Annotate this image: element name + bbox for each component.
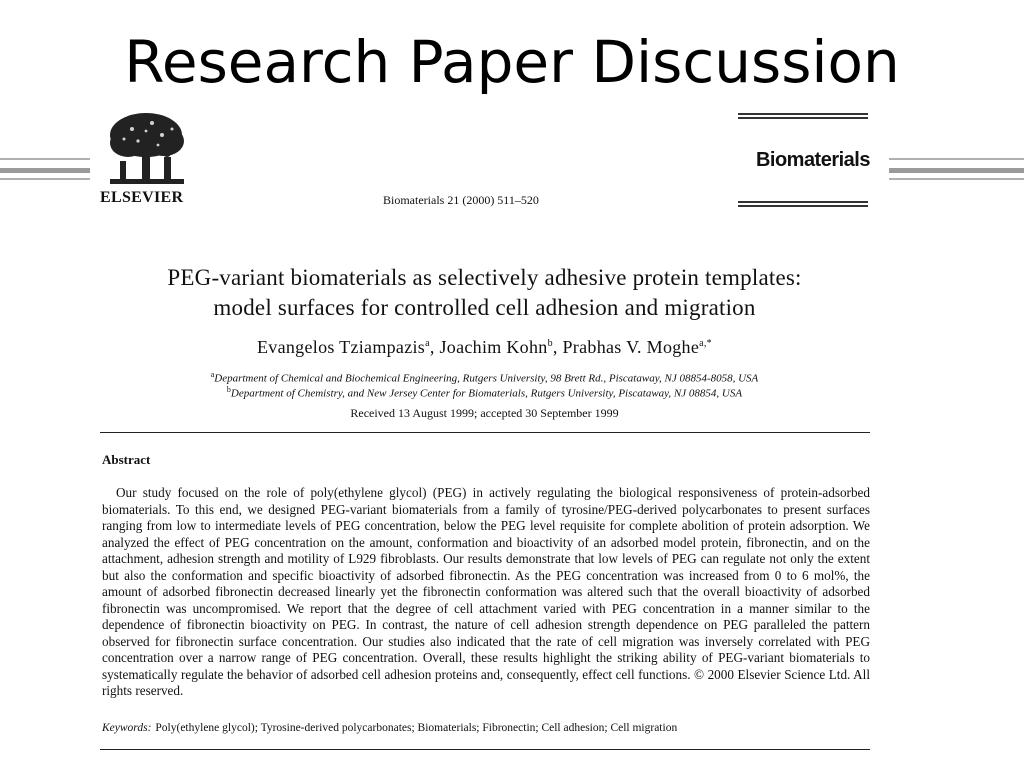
paper-page	[98, 105, 871, 760]
paper-title-line: PEG-variant biomaterials as selectively adhesive protein templates:	[167, 265, 802, 290]
masthead-rule	[738, 205, 868, 207]
right-decor-bar	[889, 168, 1024, 173]
author-separator: ,	[429, 337, 440, 357]
paper-title-line: model surfaces for controlled cell adhesion and migration	[213, 295, 756, 320]
keywords-line	[102, 722, 870, 734]
section-divider	[100, 749, 870, 750]
publisher-logo	[100, 109, 192, 209]
journal-reference: Biomaterials 21 (2000) 511–520	[383, 193, 539, 207]
elsevier-tree-logo-icon	[102, 109, 190, 189]
affiliation-mark: a	[210, 370, 215, 379]
author-name: Joachim Kohn	[439, 337, 548, 357]
masthead-rule	[738, 201, 868, 203]
left-decor-bar	[0, 168, 90, 173]
author-separator: ,	[552, 337, 563, 357]
author-name: Prabhas V. Moghe	[562, 337, 700, 357]
right-decor-line-bottom	[889, 178, 1024, 180]
affiliation	[98, 385, 871, 400]
affiliation	[98, 370, 871, 385]
keywords-label: Keywords:	[102, 722, 152, 734]
masthead-rule	[738, 113, 868, 115]
left-decor-line-top	[0, 158, 90, 160]
author-list	[98, 337, 871, 358]
author-name: Evangelos Tziampazis	[257, 337, 426, 357]
keywords-text: Poly(ethylene glycol); Tyrosine-derived polycarbonates; Biomaterials; Fibronectin; Cell adhesion; Cell migration	[155, 722, 678, 734]
affiliation-text: Department of Chemistry, and New Jersey Center for Biomaterials, Rutgers University, Piscataway, NJ 08854, USA	[230, 387, 743, 400]
slide-title: Research Paper Discussion	[124, 28, 900, 96]
masthead-rule	[738, 117, 868, 119]
paper-title	[98, 263, 871, 323]
received-date: Received 13 August 1999; accepted 30 September 1999	[350, 406, 619, 420]
journal-name: Biomaterials	[755, 149, 870, 171]
section-divider	[100, 432, 870, 433]
abstract-text: Our study focused on the role of poly(ethylene glycol) (PEG) in actively regulating the biological responsiveness of protein-adsorbed biomaterials. To this end, we designed PEG-variant biomaterials from a family of tyrosine/PEG-derived polycarbonates to present surfaces ranging from low to intermediate levels of PEG concentration, below the PEG level requisite for complete abolition of protein adsorption. We analyzed the effect of PEG concentration on the amount, conformation and bioactivity of an adsorbed model protein, fibronectin, and on the attachment, adhesion strength and motility of L929 fibroblasts. Our results demonstrate that low levels of PEG can regulate not only the extent but also the conformation and specific bioactivity of adsorbed fibronectin. As the PEG concentration was increased from 0 to 6 mol%, the amount of adsorbed fibronectin decreased linearly yet the fibronectin conformation was altered such that the overall bioactivity of adsorbed fibronectin was uncompromised. We report that the degree of cell attachment varied with PEG concentration in a manner similar to the dependence of fibronectin bioactivity on PEG. In contrast, the nature of cell adhesion strength dependence on PEG paralleled the pattern observed for fibronectin surface concentration. Our studies also indicated that the rate of cell migration was inversely correlated with PEG concentration over a narrow range of PEG concentration. Overall, these results highlight the striking ability of PEG-variant biomaterials to systematically regulate the behavior of adsorbed cell adhesion proteins and, consequently, effect cell functions. © 2000 Elsevier Science Ltd. All rights reserved.	[102, 485, 870, 698]
right-decor-line-top	[889, 158, 1024, 160]
abstract-heading: Abstract	[102, 452, 151, 467]
author-affiliation-mark: a	[425, 338, 430, 349]
left-decor-line-bottom	[0, 178, 90, 180]
affiliation-text: Department of Chemical and Biochemical Engineering, Rutgers University, 98 Brett Rd., Piscataway, NJ 08854-8058, USA	[214, 372, 759, 385]
author-affiliation-mark: a,*	[699, 338, 712, 349]
journal-masthead	[738, 111, 870, 211]
affiliation-mark: b	[226, 385, 231, 394]
author-affiliation-mark: b	[547, 338, 553, 349]
publisher-logo-text: ELSEVIER	[100, 189, 184, 206]
